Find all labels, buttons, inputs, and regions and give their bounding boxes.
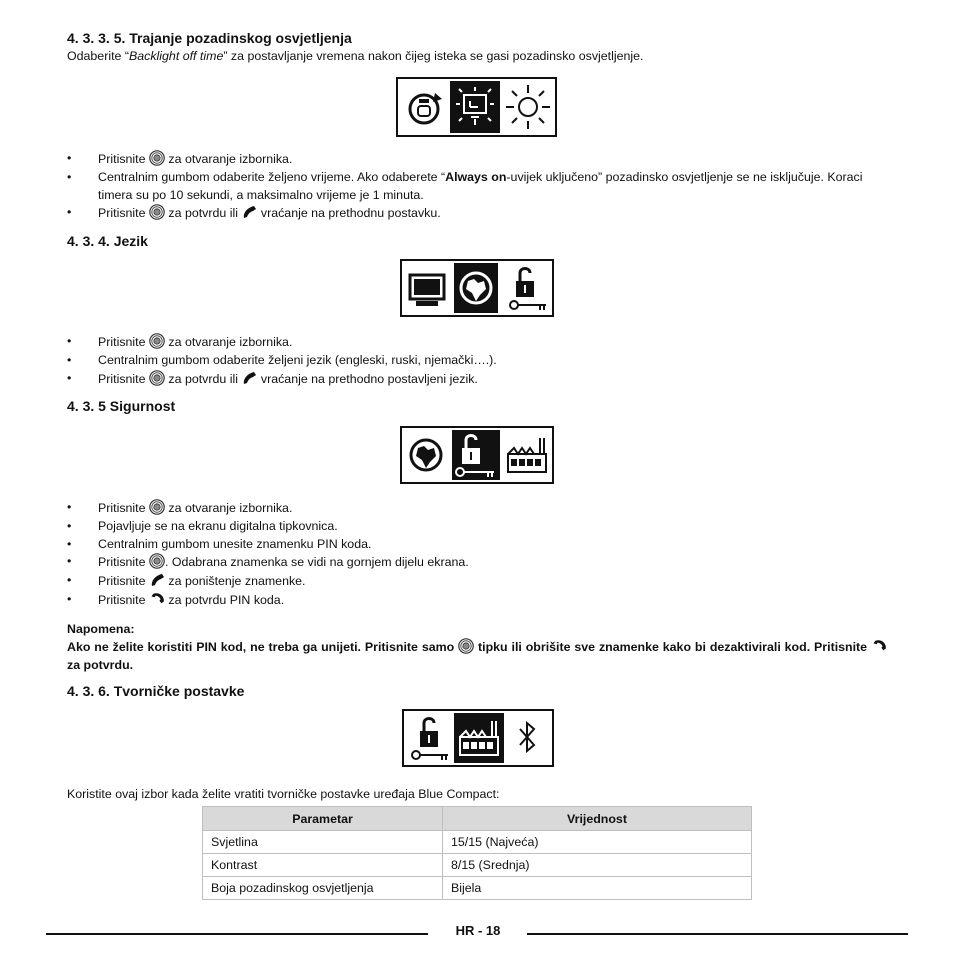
list-item: • Centralnim gumbom unesite znamenku PIN koda.: [67, 536, 887, 554]
ok-button-icon: [149, 204, 165, 220]
back-phone-icon: [241, 370, 257, 386]
heading-language: 4. 3. 4. Jezik: [67, 233, 148, 249]
factory-intro: Koristite ovaj izbor kada želite vratiti tvorničke postavke uređaja Blue Compact:: [67, 787, 500, 801]
screen-backlight-menu: [396, 77, 557, 137]
call-phone-icon: [149, 591, 165, 607]
timer-icon: [410, 93, 442, 123]
list-item: • Pritisnite za potvrdu ili vraćanje na prethodnu postavku.: [67, 204, 887, 223]
lock-key-icon: [412, 719, 448, 761]
ok-button-icon: [149, 370, 165, 386]
ok-button-icon: [458, 638, 474, 654]
list-item: • Centralnim gumbom odaberite željeno vrijeme. Ako odaberete “Always on-uvijek uključeno” pozadinsko osvjetljenje se ne isključuje. Koraci timera su po 10 sekundi, a maksimalno vrijeme je 1 minuta.: [67, 169, 887, 205]
back-phone-icon: [241, 204, 257, 220]
table-cell: Kontrast: [203, 854, 443, 877]
backlight-intro: Odaberite “Backlight off time” za postavljanje vremena nakon čijeg isteka se gasi pozadinsko osvjetljenje.: [67, 49, 644, 63]
sun-icon: [506, 85, 550, 129]
table-cell: 8/15 (Srednja): [443, 854, 752, 877]
ok-button-icon: [149, 553, 165, 569]
globe-icon: [411, 440, 441, 470]
heading-security: 4. 3. 5 Sigurnost: [67, 398, 176, 414]
list-item: • Pritisnite za potvrdu ili vraćanje na prethodno postavljeni jezik.: [67, 370, 887, 389]
table-cell: 15/15 (Najveća): [443, 831, 752, 854]
table-header-row: [203, 807, 752, 831]
table-row: [203, 877, 752, 900]
table-row: [203, 854, 752, 877]
security-note: [67, 620, 887, 674]
list-item: • Pritisnite za poništenje znamenke.: [67, 572, 887, 591]
screen-security-menu: [400, 426, 554, 484]
bluetooth-icon: [520, 723, 534, 751]
table-row: [203, 831, 752, 854]
factory-settings-table: [202, 806, 752, 900]
page-number: HR - 18: [455, 923, 501, 938]
list-item: • Centralnim gumbom odaberite željeni jezik (engleski, ruski, njemački….).: [67, 352, 887, 370]
table-cell: Boja pozadinskog osvjetljenja: [203, 877, 443, 900]
backlight-steps: [67, 150, 887, 223]
security-steps: [67, 499, 887, 610]
monitor-icon: [410, 275, 444, 306]
table-cell: Bijela: [443, 877, 752, 900]
language-steps: [67, 333, 887, 388]
list-item: • Pritisnite za otvaranje izbornika.: [67, 333, 887, 352]
ok-button-icon: [149, 499, 165, 515]
note-text: Ako ne želite koristiti PIN kod, ne treba ga unijeti. Pritisnite samo tipku ili obrišite sve znamenke kako bi dezaktivirali kod. Pritisnite za potvrdu.: [67, 638, 887, 674]
screen-language-menu: [400, 259, 554, 317]
footer-rule-right: [527, 933, 908, 935]
call-phone-icon: [871, 638, 887, 654]
note-label: Napomena:: [67, 622, 135, 636]
screen-factory-menu: [402, 709, 554, 767]
heading-backlight: 4. 3. 3. 5. Trajanje pozadinskog osvjetljenja: [67, 30, 352, 46]
list-item: • Pritisnite za potvrdu PIN koda.: [67, 591, 887, 610]
heading-factory: 4. 3. 6. Tvorničke postavke: [67, 683, 245, 699]
table-cell: Svjetlina: [203, 831, 443, 854]
lock-key-icon: [510, 269, 546, 311]
table-header: Vrijednost: [443, 807, 752, 831]
back-phone-icon: [149, 572, 165, 588]
list-item: • Pojavljuje se na ekranu digitalna tipkovnica.: [67, 518, 887, 536]
table-header: Parametar: [203, 807, 443, 831]
ok-button-icon: [149, 150, 165, 166]
ok-button-icon: [149, 333, 165, 349]
list-item: • Pritisnite za otvaranje izbornika.: [67, 499, 887, 518]
footer-rule-left: [46, 933, 428, 935]
factory-icon: [508, 438, 546, 472]
list-item: • Pritisnite . Odabrana znamenka se vidi na gornjem dijelu ekrana.: [67, 553, 887, 572]
list-item: • Pritisnite za otvaranje izbornika.: [67, 150, 887, 169]
